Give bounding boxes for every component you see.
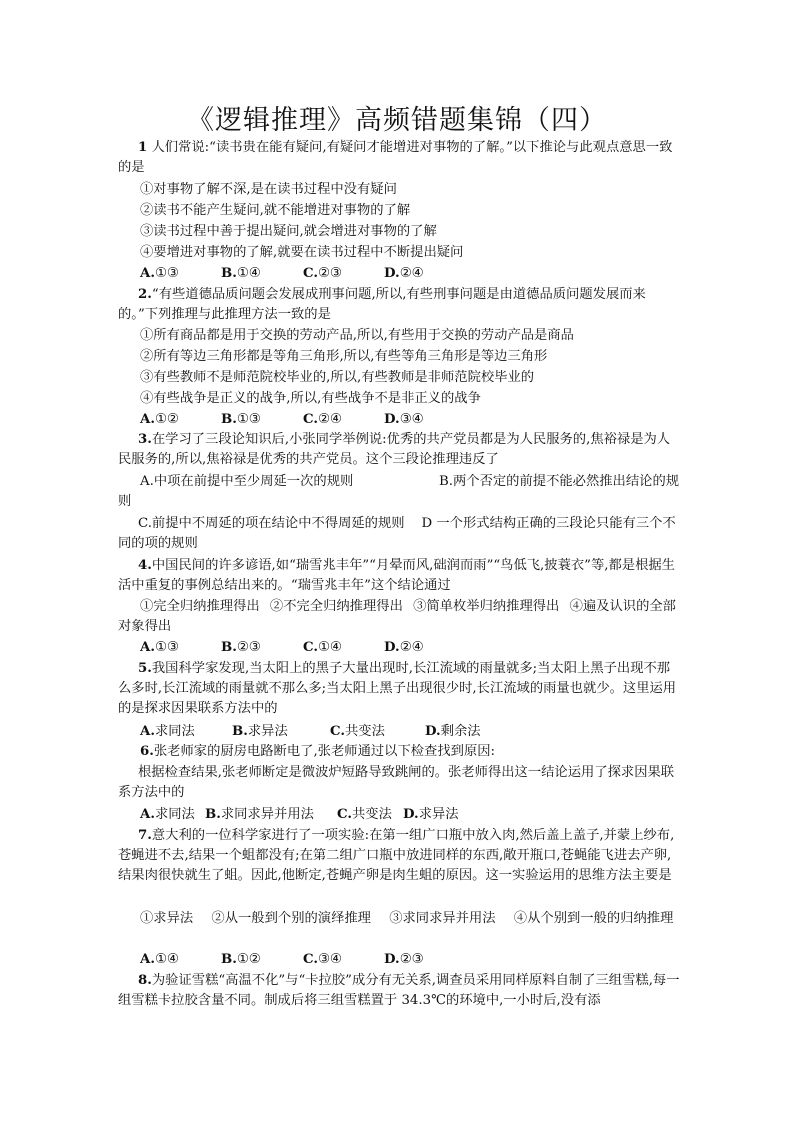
q7-choice-c: C.③④ bbox=[303, 952, 342, 967]
q7-statements: ①求异法 ②从一般到个别的演绎推理 ③求同求异并用法 ④从个别到一般的归纳推理 bbox=[140, 911, 674, 926]
question-3-stem: 3.在学习了三段论知识后,小张同学举例说:优秀的共产党员都是为人民服务的,焦裕禄是为人民服务的,所以,焦裕禄是优秀的共产党员。这个三段论推理违反了 bbox=[118, 432, 671, 467]
q4-choice-a: A.①③ bbox=[140, 640, 179, 655]
q1-choice-a: A.①③ bbox=[140, 266, 179, 281]
q6-choice-c: C.共变法 bbox=[337, 807, 392, 822]
question-5-stem: 5.我国科学家发现,当太阳上的黑子大量出现时,长江流域的雨量就多;当太阳上黑子出现不那么多时,长江流域的雨量就不那么多;当太阳上黑子出现很少时,长江流域的雨量也就少。这里运用的是探求因果联系方法中的 bbox=[118, 661, 677, 716]
q6-text: 根据检查结果,张老师断定是微波炉短路导致跳闸的。张老师得出这一结论运用了探求因果联系方法中的 bbox=[118, 765, 675, 800]
q5-choice-a: A.求同法 bbox=[140, 724, 195, 739]
question-text: 人们常说:“读书贵在能有疑问,有疑问才能增进对事物的了解。”以下推论与此观点意思一致的是 bbox=[118, 140, 673, 175]
q1-statement-1: ①对事物了解不深,是在读书过程中没有疑问 bbox=[140, 182, 397, 197]
q6-choice-d: D.求异法 bbox=[403, 807, 459, 822]
question-1-stem bbox=[118, 138, 680, 178]
q3-choice-a: A.中项在前提中至少周延一次的规则 bbox=[140, 474, 354, 489]
question-7-stem: 7.意大利的一位科学家进行了一项实验:在第一组广口瓶中放入肉,然后盖上盖子,并蒙上纱布,苍蝇进不去,结果一个蛆都没有;在第二组广口瓶中放进同样的东西,敞开瓶口,苍蝇能飞进去产卵,结果肉很快就生了蛆。因此,他断定,苍蝇产卵是肉生蛆的原因。这一实验运用的思维方法主要是 bbox=[118, 828, 675, 883]
q4-choice-b: B.②③ bbox=[221, 640, 261, 655]
q4-statements: ①完全归纳推理得出 ②不完全归纳推理得出 ③简单枚举归纳推理得出 ④遍及认识的全部对象得出 bbox=[118, 599, 676, 634]
q1-choice-b: B.①④ bbox=[221, 266, 261, 281]
q2-choice-d: D.③④ bbox=[384, 412, 424, 427]
q2-statement-1: ①所有商品都是用于交换的劳动产品,所以,有些用于交换的劳动产品是商品 bbox=[140, 328, 574, 343]
question-number: 1 bbox=[138, 140, 148, 155]
page-title: 《逻辑推理》高频错题集锦（四） bbox=[187, 105, 607, 136]
q1-choice-c: C.②③ bbox=[303, 266, 342, 281]
question-2-stem: 2.“有些道德品质问题会发展成刑事问题,所以,有些刑事问题是由道德品质问题发展而来的。”下列推理与此推理方法一致的是 bbox=[118, 287, 646, 322]
question-6-stem: 6.张老师家的厨房电路断电了,张老师通过以下检查找到原因: bbox=[140, 744, 496, 759]
q1-statement-3: ③读书过程中善于提出疑问,就会增进对事物的了解 bbox=[140, 224, 437, 239]
q7-choice-a: A.①④ bbox=[140, 952, 179, 967]
q1-statement-2: ②读书不能产生疑问,就不能增进对事物的了解 bbox=[140, 203, 411, 218]
q6-choice-a: A.求同法 bbox=[140, 807, 195, 822]
q2-statement-4: ④有些战争是正义的战争,所以,有些战争不是非正义的战争 bbox=[140, 391, 481, 406]
q5-choice-d: D.剩余法 bbox=[425, 724, 481, 739]
q2-statement-2: ②所有等边三角形都是等角三角形,所以,有些等角三角形是等边三角形 bbox=[140, 349, 548, 364]
question-4-stem: 4.中国民间的许多谚语,如“瑞雪兆丰年”“月晕而风,础润而雨”“鸟低飞,披蓑衣”等,都是根据生活中重复的事例总结出来的。“瑞雪兆丰年”这个结论通过 bbox=[118, 558, 675, 593]
q2-choice-a: A.①② bbox=[140, 412, 179, 427]
q3-choice-c-d: C.前提中不周延的项在结论中不得周延的规则 D 一个形式结构正确的三段论只能有三个不同的项的规则 bbox=[118, 516, 676, 551]
q4-choice-c: C.①④ bbox=[303, 640, 342, 655]
q2-choice-b: B.①③ bbox=[221, 412, 261, 427]
q5-choice-c: C.共变法 bbox=[330, 724, 385, 739]
q7-choice-b: B.①② bbox=[221, 952, 261, 967]
q2-choice-c: C.②④ bbox=[303, 412, 342, 427]
q5-choice-b: B.求异法 bbox=[232, 724, 288, 739]
q7-choice-d: D.②③ bbox=[384, 952, 424, 967]
q2-statement-3: ③有些教师不是师范院校毕业的,所以,有些教师是非师范院校毕业的 bbox=[140, 370, 535, 385]
q6-choice-b: B.求同求异并用法 bbox=[205, 807, 314, 822]
q1-choice-d: D.②④ bbox=[384, 266, 424, 281]
q1-statement-4: ④要增进对事物的了解,就要在读书过程中不断提出疑问 bbox=[140, 245, 464, 260]
q4-choice-d: D.②④ bbox=[384, 640, 424, 655]
q3-choice-b: B.两个否定的前提不能必然推出结论的规则 bbox=[118, 474, 680, 509]
question-8-stem: 8.为验证雪糕“高温不化”与“卡拉胶”成分有无关系,调查员采用同样原料自制了三组雪糕,每一组雪糕卡拉胶含量不同。制成后将三组雪糕置于 34.3℃的环境中,一小时后,没有添 bbox=[118, 973, 680, 1008]
